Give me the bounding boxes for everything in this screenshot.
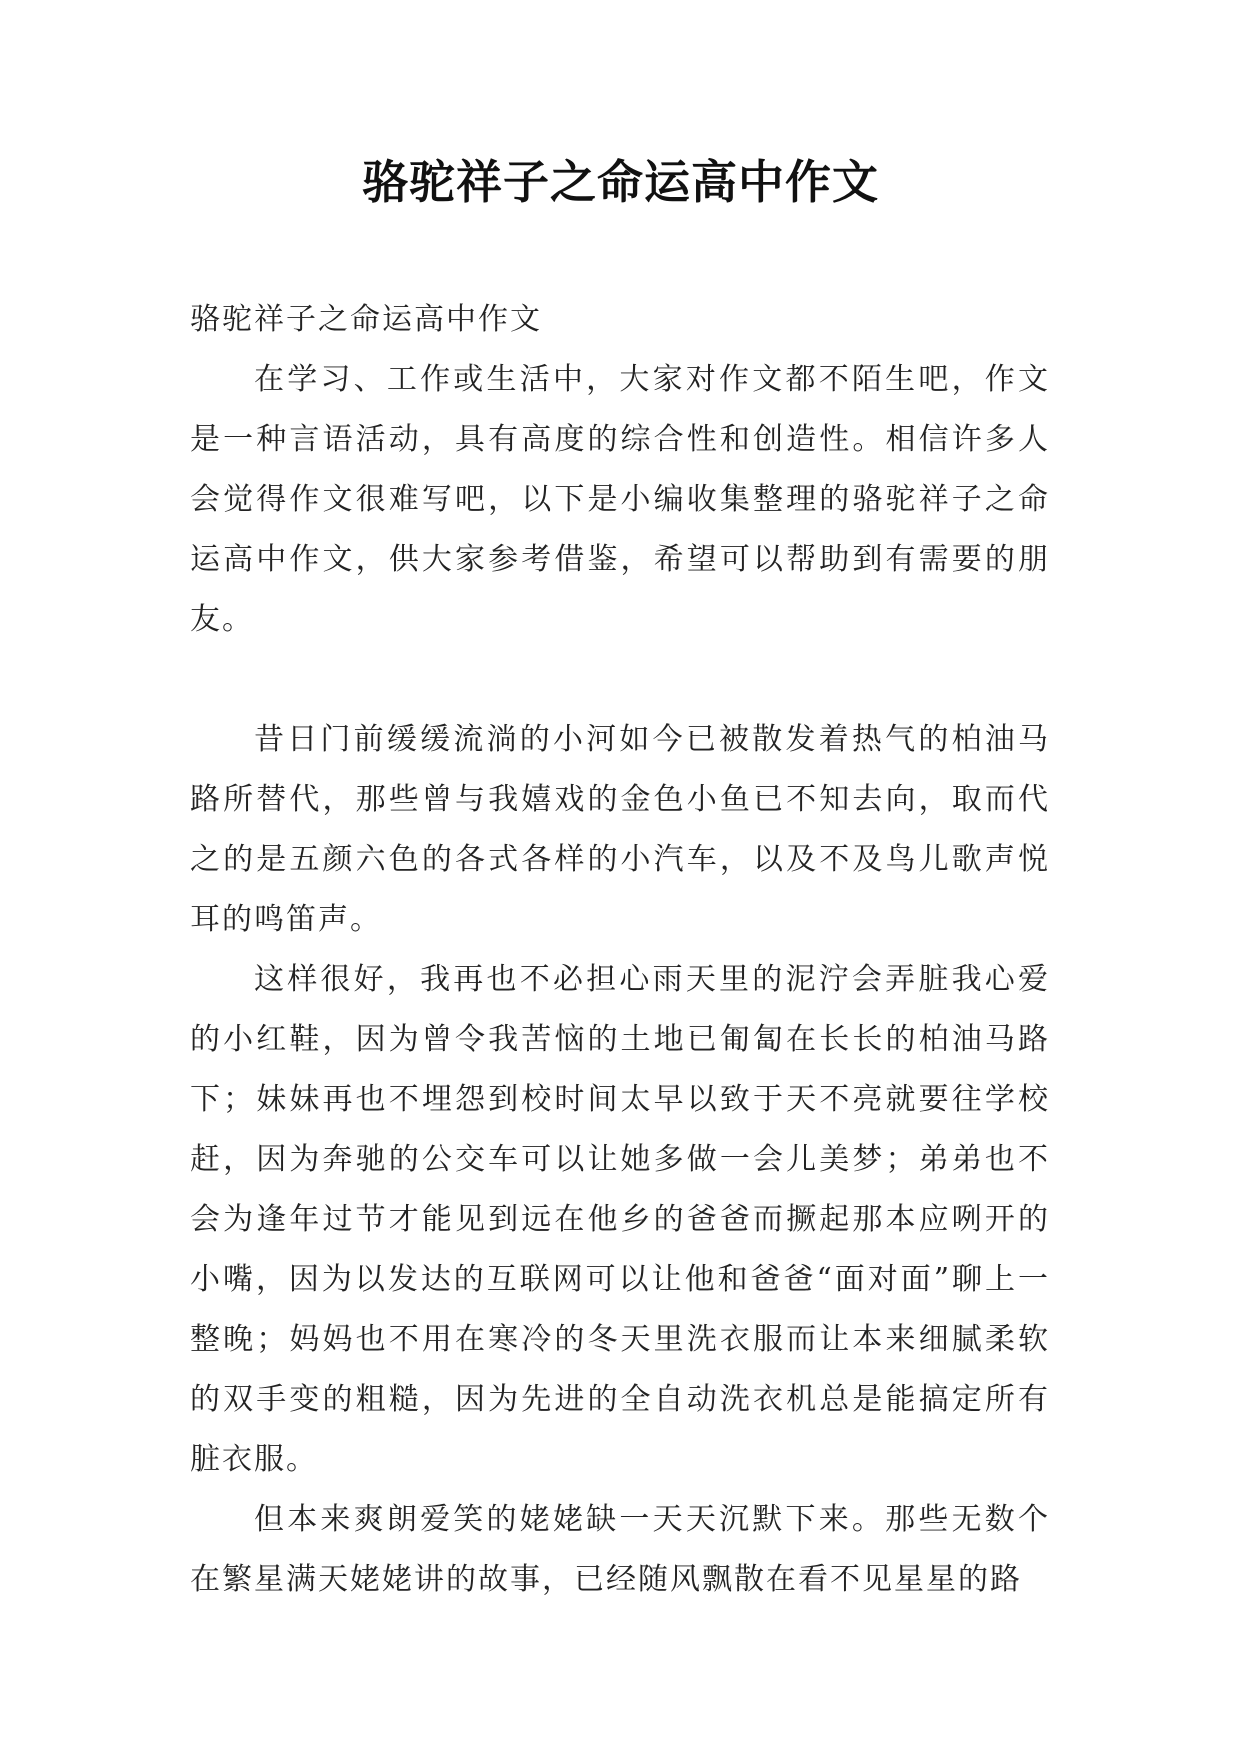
paragraph-gap	[190, 650, 1050, 710]
paragraph-grandma: 但本来爽朗爱笑的姥姥缺一天天沉默下来。那些无数个在繁星满天姥姥讲的故事，已经随风飘散在看不见星星的路	[190, 1502, 1050, 1597]
paragraph-river: 昔日门前缓缓流淌的小河如今已被散发着热气的柏油马路所替代，那些曾与我嬉戏的金色小鱼已不知去向，取而代之的是五颜六色的各式各样的小汽车，以及不及鸟儿歌声悦耳的鸣笛声。	[190, 722, 1050, 937]
paragraph-intro: 在学习、工作或生活中，大家对作文都不陌生吧，作文是一种言语活动，具有高度的综合性和创造性。相信许多人会觉得作文很难写吧，以下是小编收集整理的骆驼祥子之命运高中作文，供大家参考借鉴，希望可以帮助到有需要的朋友。	[190, 362, 1050, 637]
document-title: 骆驼祥子之命运高中作文	[362, 155, 879, 209]
document-body	[190, 290, 1050, 1610]
paragraph-family: 这样很好，我再也不必担心雨天里的泥泞会弄脏我心爱的小红鞋，因为曾令我苦恼的土地已匍匐在长长的柏油马路下；妹妹再也不埋怨到校时间太早以致于天不亮就要往学校赶，因为奔驰的公交车可以让她多做一会儿美梦；弟弟也不会为逢年过节才能见到远在他乡的爸爸而撅起那本应咧开的小嘴，因为以发达的互联网可以让他和爸爸“面对面”聊上一整晚；妈妈也不用在寒冷的冬天里洗衣服而让本来细腻柔软的双手变的粗糙，因为先进的全自动洗衣机总是能搞定所有脏衣服。	[190, 962, 1050, 1477]
document-subtitle: 骆驼祥子之命运高中作文	[190, 302, 542, 337]
